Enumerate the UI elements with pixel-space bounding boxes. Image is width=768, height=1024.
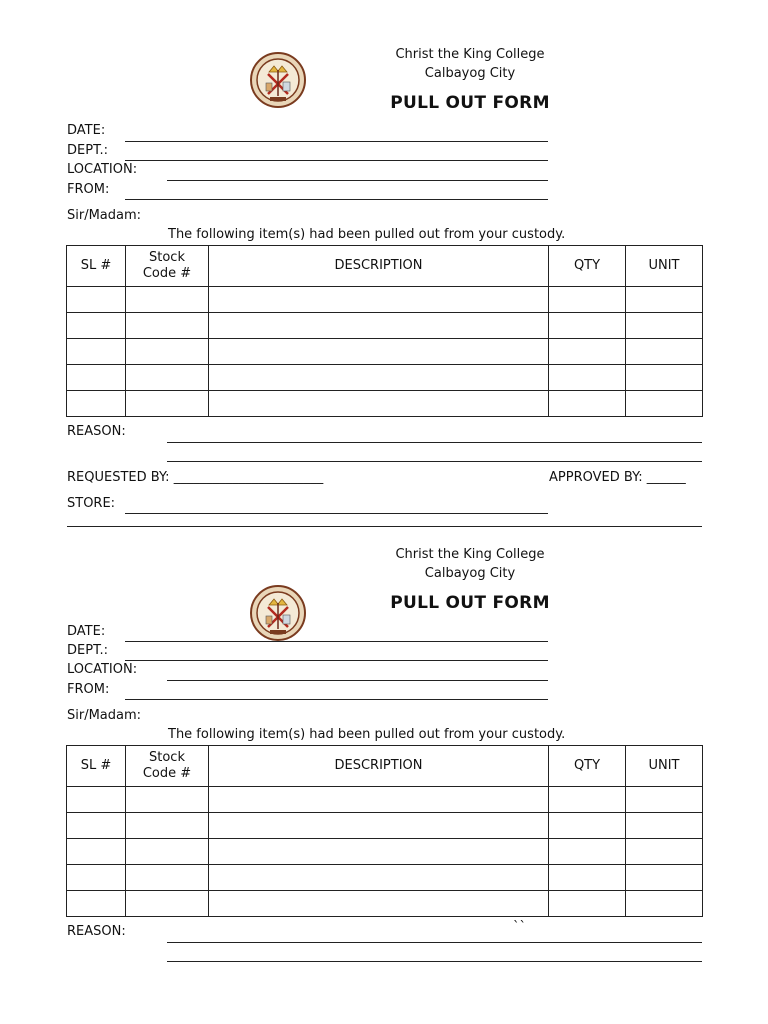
cell-unit[interactable]: [626, 787, 703, 813]
from-label: FROM:: [67, 182, 110, 197]
cell-unit[interactable]: [626, 313, 703, 339]
dept-label: DEPT.:: [67, 143, 108, 158]
items-table: [66, 745, 703, 917]
cell-sl[interactable]: [67, 813, 126, 839]
cell-stock-code[interactable]: [126, 365, 209, 391]
cell-unit[interactable]: [626, 839, 703, 865]
college-seal-icon: [250, 52, 306, 108]
table-row[interactable]: [67, 313, 703, 339]
cell-stock-code[interactable]: [126, 891, 209, 917]
cell-stock-code[interactable]: [126, 313, 209, 339]
location-label: LOCATION:: [67, 162, 138, 177]
cell-description[interactable]: [209, 891, 549, 917]
header-stock-line1: Stock: [149, 250, 185, 265]
dept-label: DEPT.:: [67, 643, 108, 658]
table-row[interactable]: [67, 839, 703, 865]
from-line[interactable]: [125, 699, 548, 700]
cell-sl[interactable]: [67, 365, 126, 391]
cell-description[interactable]: [209, 813, 549, 839]
cell-stock-code[interactable]: [126, 339, 209, 365]
cell-sl[interactable]: [67, 339, 126, 365]
header-qty: QTY: [549, 246, 626, 287]
date-line[interactable]: [125, 141, 548, 142]
cell-stock-code[interactable]: [126, 787, 209, 813]
cell-qty[interactable]: [549, 865, 626, 891]
header-sl: SL #: [67, 746, 126, 787]
requested-by: REQUESTED BY: _______________________: [67, 470, 324, 485]
cell-qty[interactable]: [549, 365, 626, 391]
cell-qty[interactable]: [549, 839, 626, 865]
cell-sl[interactable]: [67, 313, 126, 339]
cell-description[interactable]: [209, 313, 549, 339]
table-header-row: [67, 746, 703, 787]
cell-sl[interactable]: [67, 839, 126, 865]
cell-qty[interactable]: [549, 339, 626, 365]
header-stock-code: [126, 746, 209, 787]
school-city: Calbayog City: [424, 66, 516, 81]
cell-unit[interactable]: [626, 891, 703, 917]
cell-sl[interactable]: [67, 865, 126, 891]
cell-qty[interactable]: [549, 287, 626, 313]
cell-description[interactable]: [209, 787, 549, 813]
table-row[interactable]: [67, 787, 703, 813]
college-seal-icon: [250, 585, 306, 641]
location-line[interactable]: [167, 180, 548, 181]
header-stock-line2: Code #: [142, 766, 192, 781]
table-row[interactable]: [67, 891, 703, 917]
header-sl: SL #: [67, 246, 126, 287]
cell-qty[interactable]: [549, 891, 626, 917]
approved-by: APPROVED BY: ______: [549, 470, 686, 485]
dept-line[interactable]: [125, 160, 548, 161]
table-row[interactable]: [67, 287, 703, 313]
cell-unit[interactable]: [626, 813, 703, 839]
cell-description[interactable]: [209, 839, 549, 865]
date-label: DATE:: [67, 123, 106, 138]
from-label: FROM:: [67, 682, 110, 697]
date-label: DATE:: [67, 624, 106, 639]
cell-stock-code[interactable]: [126, 865, 209, 891]
location-label: LOCATION:: [67, 662, 138, 677]
intro-text: The following item(s) had been pulled out from your custody.: [168, 227, 566, 242]
cell-sl[interactable]: [67, 287, 126, 313]
reason-line-1[interactable]: [167, 942, 702, 943]
cell-description[interactable]: [209, 365, 549, 391]
cell-unit[interactable]: [626, 865, 703, 891]
form-title: PULL OUT FORM: [390, 593, 550, 613]
school-city: Calbayog City: [424, 566, 516, 581]
header-stock-code: [126, 246, 209, 287]
cell-qty[interactable]: [549, 813, 626, 839]
store-line[interactable]: [125, 513, 548, 514]
cell-stock-code[interactable]: [126, 813, 209, 839]
cell-qty[interactable]: [549, 787, 626, 813]
from-line[interactable]: [125, 199, 548, 200]
header-description: DESCRIPTION: [209, 746, 549, 787]
cell-sl[interactable]: [67, 391, 126, 417]
cell-stock-code[interactable]: [126, 839, 209, 865]
stray-mark: ``: [513, 920, 526, 935]
cell-unit[interactable]: [626, 339, 703, 365]
reason-label: REASON:: [67, 424, 126, 439]
salutation: Sir/Madam:: [67, 208, 142, 223]
form-divider: [67, 526, 702, 527]
header-description: DESCRIPTION: [209, 246, 549, 287]
header-stock-line1: Stock: [149, 750, 185, 765]
table-row[interactable]: [67, 365, 703, 391]
cell-unit[interactable]: [626, 287, 703, 313]
header-qty: QTY: [549, 746, 626, 787]
header-unit: UNIT: [626, 746, 703, 787]
cell-unit[interactable]: [626, 391, 703, 417]
table-header-row: [67, 246, 703, 287]
cell-sl[interactable]: [67, 891, 126, 917]
header-unit: UNIT: [626, 246, 703, 287]
reason-line-1[interactable]: [167, 442, 702, 443]
reason-line-2[interactable]: [167, 461, 702, 462]
cell-unit[interactable]: [626, 365, 703, 391]
cell-description[interactable]: [209, 391, 549, 417]
salutation: Sir/Madam:: [67, 708, 142, 723]
reason-label: REASON:: [67, 924, 126, 939]
form-title: PULL OUT FORM: [390, 93, 550, 113]
table-row[interactable]: [67, 339, 703, 365]
dept-line[interactable]: [125, 660, 548, 661]
cell-sl[interactable]: [67, 787, 126, 813]
cell-stock-code[interactable]: [126, 287, 209, 313]
cell-stock-code[interactable]: [126, 391, 209, 417]
location-line[interactable]: [167, 680, 548, 681]
cell-description[interactable]: [209, 339, 549, 365]
table-row[interactable]: [67, 865, 703, 891]
items-table: [66, 245, 703, 417]
intro-text: The following item(s) had been pulled out from your custody.: [168, 727, 566, 742]
header-stock-line2: Code #: [142, 266, 192, 281]
cell-qty[interactable]: [549, 391, 626, 417]
cell-description[interactable]: [209, 287, 549, 313]
school-name: Christ the King College: [395, 547, 545, 562]
reason-line-2[interactable]: [167, 961, 702, 962]
date-line[interactable]: [125, 641, 548, 642]
school-name: Christ the King College: [395, 47, 545, 62]
table-row[interactable]: [67, 391, 703, 417]
cell-qty[interactable]: [549, 313, 626, 339]
cell-description[interactable]: [209, 865, 549, 891]
table-row[interactable]: [67, 813, 703, 839]
store-label: STORE:: [67, 496, 116, 511]
